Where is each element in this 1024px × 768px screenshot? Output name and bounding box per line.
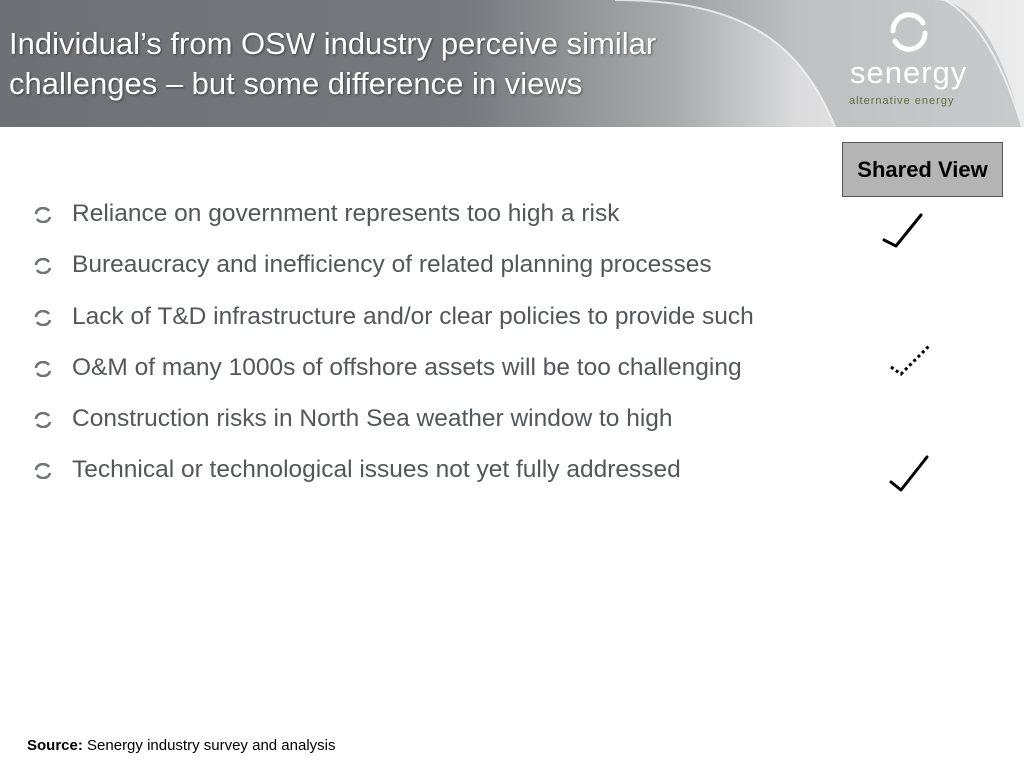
source-text: Senergy industry survey and analysis [87, 737, 336, 754]
bullet-swirl-icon [34, 361, 52, 377]
bullet-swirl-icon [34, 258, 52, 274]
source-note [27, 737, 336, 754]
challenge-text: Bureaucracy and inefficiency of related planning processes [72, 251, 712, 279]
senergy-logo-icon [887, 11, 931, 53]
partial-check-icon [886, 342, 936, 382]
title-line-1: Individual’s from OSW industry perceive similar [9, 26, 657, 61]
source-label: Source: [27, 737, 83, 754]
list-item [30, 247, 754, 298]
challenge-text: O&M of many 1000s of offshore assets will be too challenging [72, 353, 742, 381]
list-item [30, 350, 754, 401]
bullet-swirl-icon [34, 463, 52, 479]
list-item [30, 299, 754, 350]
brand-name: senergy [850, 55, 968, 90]
bullet-swirl-icon [34, 310, 52, 326]
list-item [30, 196, 754, 247]
challenge-text: Construction risks in North Sea weather window to high [72, 405, 673, 433]
list-item [30, 401, 754, 452]
challenge-text: Lack of T&D infrastructure and/or clear policies to provide such [72, 302, 754, 330]
challenge-list [30, 196, 754, 504]
check-icon [880, 210, 930, 252]
shared-view-header: Shared View [842, 142, 1003, 197]
check-icon [885, 452, 935, 494]
header-banner [0, 0, 1024, 127]
bullet-swirl-icon [34, 412, 52, 428]
challenge-text: Reliance on government represents too high a risk [72, 200, 620, 227]
list-item [30, 452, 754, 503]
brand-tagline: alternative energy [849, 95, 955, 107]
title-line-2: challenges – but some difference in views [9, 66, 583, 101]
page-title [9, 24, 769, 104]
challenge-text: Technical or technological issues not yet fully addressed [72, 456, 681, 484]
bullet-swirl-icon [34, 207, 52, 223]
